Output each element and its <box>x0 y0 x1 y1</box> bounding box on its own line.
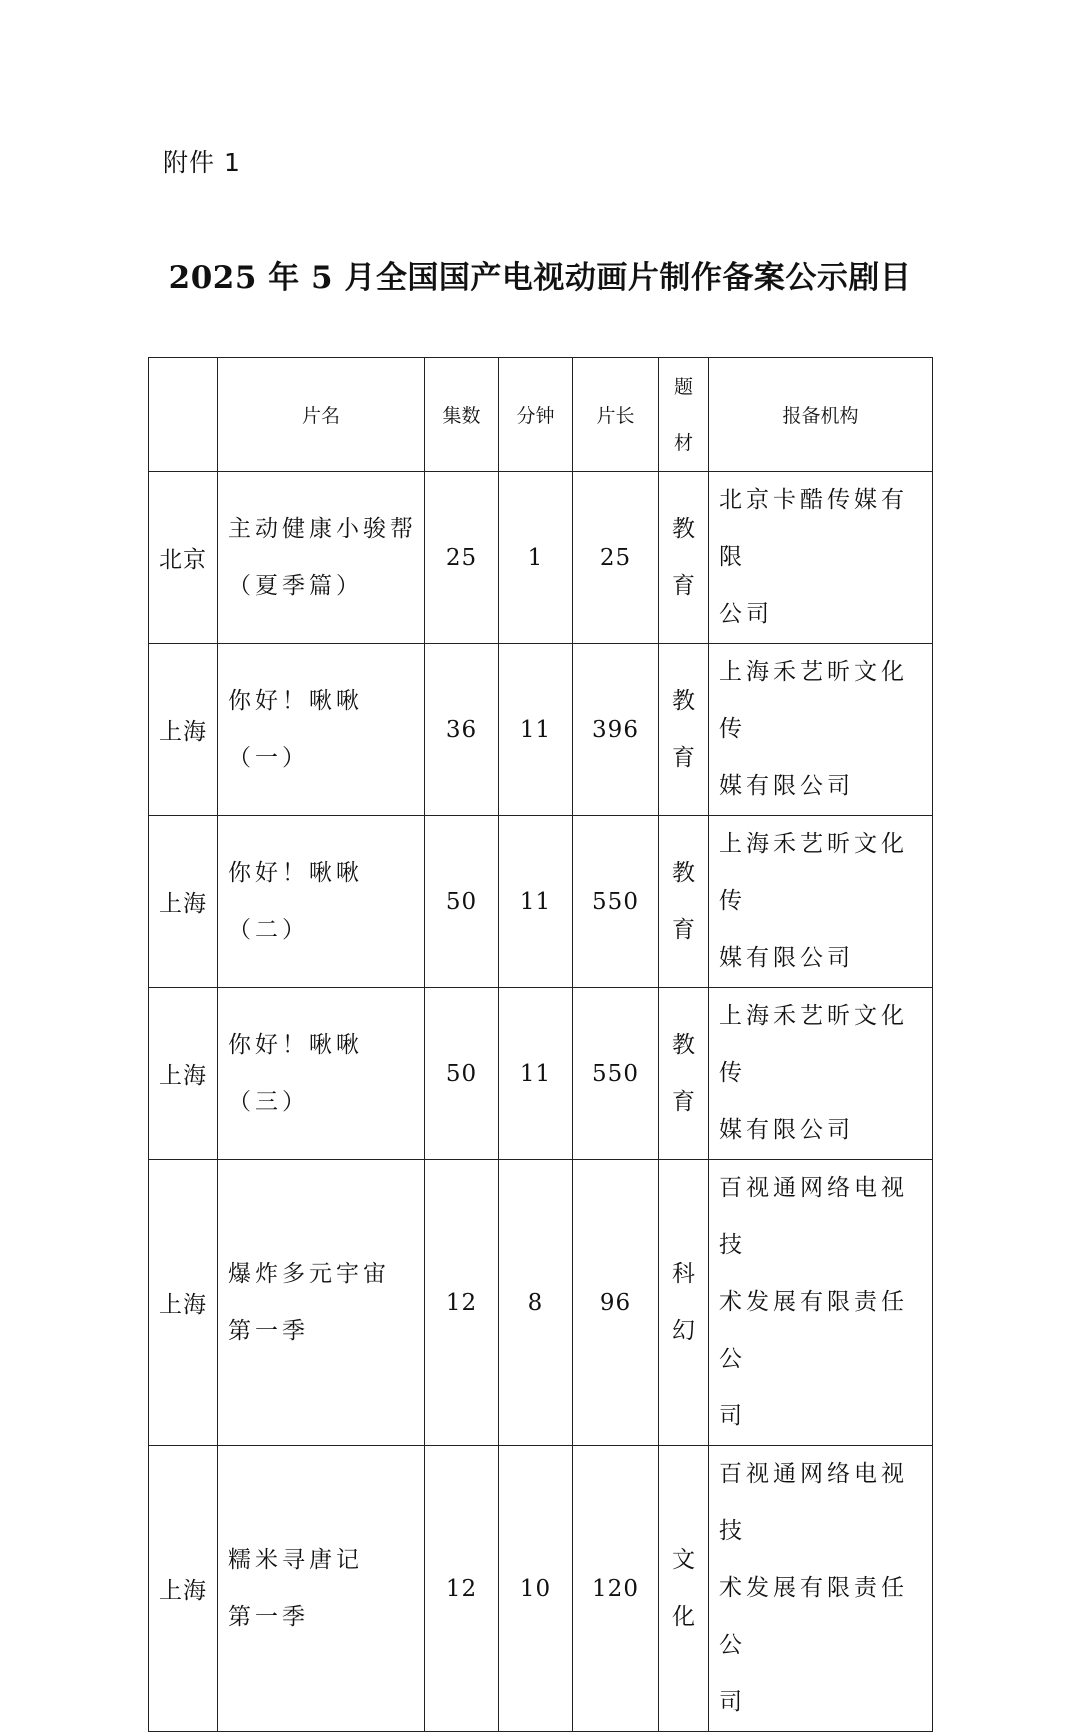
page-title: 2025 年 5 月全国国产电视动画片制作备案公示剧目 <box>168 260 912 296</box>
name-line: 你好！啾啾（二） <box>228 859 363 943</box>
genre-char: 幻 <box>672 1317 695 1344</box>
cell-length: 120 <box>573 1446 659 1732</box>
header-genre-line2: 材 <box>673 431 693 454</box>
cell-minutes: 8 <box>499 1160 573 1446</box>
header-genre <box>659 358 709 472</box>
genre-char: 育 <box>672 916 695 943</box>
table-row <box>149 644 933 816</box>
cell-name <box>218 472 425 644</box>
cell-region: 上海 <box>149 644 218 816</box>
header-organization: 报备机构 <box>709 358 933 472</box>
cell-organization <box>709 816 933 988</box>
genre-char: 文 <box>672 1546 695 1573</box>
org-line: 术发展有限责任公 <box>719 1289 908 1372</box>
header-region <box>149 358 218 472</box>
name-line: 爆炸多元宇宙 <box>228 1260 390 1287</box>
header-episodes: 集数 <box>425 358 499 472</box>
genre-char: 教 <box>672 515 695 542</box>
genre-char: 教 <box>672 687 695 714</box>
org-line: 媒有限公司 <box>719 1117 854 1143</box>
name-line: 你好！啾啾（一） <box>228 687 363 771</box>
table-row <box>149 1160 933 1446</box>
cell-minutes: 11 <box>499 644 573 816</box>
org-line: 司 <box>719 1403 746 1429</box>
name-line: 主动健康小骏帮 <box>228 515 417 542</box>
cell-genre <box>659 644 709 816</box>
table-row <box>149 988 933 1160</box>
genre-char: 科 <box>672 1260 695 1287</box>
genre-char: 育 <box>672 744 695 771</box>
org-line: 公司 <box>719 601 773 627</box>
cell-organization <box>709 644 933 816</box>
cell-organization <box>709 988 933 1160</box>
name-line: （夏季篇） <box>228 572 363 599</box>
cell-genre <box>659 988 709 1160</box>
cell-name <box>218 816 425 988</box>
org-line: 司 <box>719 1689 746 1715</box>
table-row <box>149 1446 933 1732</box>
cell-length: 550 <box>573 816 659 988</box>
org-line: 北京卡酷传媒有限 <box>719 487 908 570</box>
cell-name <box>218 988 425 1160</box>
org-line: 上海禾艺昕文化传 <box>719 1003 908 1086</box>
org-line: 媒有限公司 <box>719 773 854 799</box>
cell-region: 上海 <box>149 816 218 988</box>
header-genre-line1: 题 <box>673 375 693 398</box>
name-line: 第一季 <box>228 1603 309 1630</box>
cell-episodes: 12 <box>425 1160 499 1446</box>
cell-minutes: 11 <box>499 816 573 988</box>
cell-region: 上海 <box>149 988 218 1160</box>
org-line: 术发展有限责任公 <box>719 1575 908 1658</box>
cell-episodes: 50 <box>425 988 499 1160</box>
cell-region: 北京 <box>149 472 218 644</box>
cell-name <box>218 1160 425 1446</box>
header-length: 片长 <box>573 358 659 472</box>
cell-name <box>218 644 425 816</box>
genre-char: 教 <box>672 859 695 886</box>
cell-episodes: 36 <box>425 644 499 816</box>
org-line: 百视通网络电视技 <box>719 1461 908 1544</box>
attachment-label: 附件 1 <box>163 148 241 177</box>
org-line: 百视通网络电视技 <box>719 1175 908 1258</box>
org-line: 上海禾艺昕文化传 <box>719 659 908 742</box>
cell-region: 上海 <box>149 1160 218 1446</box>
header-minutes: 分钟 <box>499 358 573 472</box>
cell-minutes: 1 <box>499 472 573 644</box>
cell-length: 25 <box>573 472 659 644</box>
name-line: 糯米寻唐记 <box>228 1546 363 1573</box>
cell-name <box>218 1446 425 1732</box>
cell-episodes: 50 <box>425 816 499 988</box>
name-line: 你好！啾啾（三） <box>228 1031 363 1115</box>
cell-minutes: 10 <box>499 1446 573 1732</box>
cell-organization <box>709 472 933 644</box>
table-header-row <box>149 358 933 472</box>
filing-table <box>148 357 933 1732</box>
cell-length: 550 <box>573 988 659 1160</box>
genre-char: 育 <box>672 1088 695 1115</box>
table-row <box>149 816 933 988</box>
header-name: 片名 <box>218 358 425 472</box>
cell-organization <box>709 1160 933 1446</box>
cell-genre <box>659 472 709 644</box>
genre-char: 育 <box>672 572 695 599</box>
cell-region: 上海 <box>149 1446 218 1732</box>
cell-genre <box>659 1160 709 1446</box>
org-line: 媒有限公司 <box>719 945 854 971</box>
name-line: 第一季 <box>228 1317 309 1344</box>
cell-length: 96 <box>573 1160 659 1446</box>
cell-organization <box>709 1446 933 1732</box>
table-row <box>149 472 933 644</box>
org-line: 上海禾艺昕文化传 <box>719 831 908 914</box>
genre-char: 教 <box>672 1031 695 1058</box>
cell-length: 396 <box>573 644 659 816</box>
cell-genre <box>659 816 709 988</box>
cell-episodes: 25 <box>425 472 499 644</box>
cell-minutes: 11 <box>499 988 573 1160</box>
cell-episodes: 12 <box>425 1446 499 1732</box>
cell-genre <box>659 1446 709 1732</box>
genre-char: 化 <box>672 1603 695 1630</box>
